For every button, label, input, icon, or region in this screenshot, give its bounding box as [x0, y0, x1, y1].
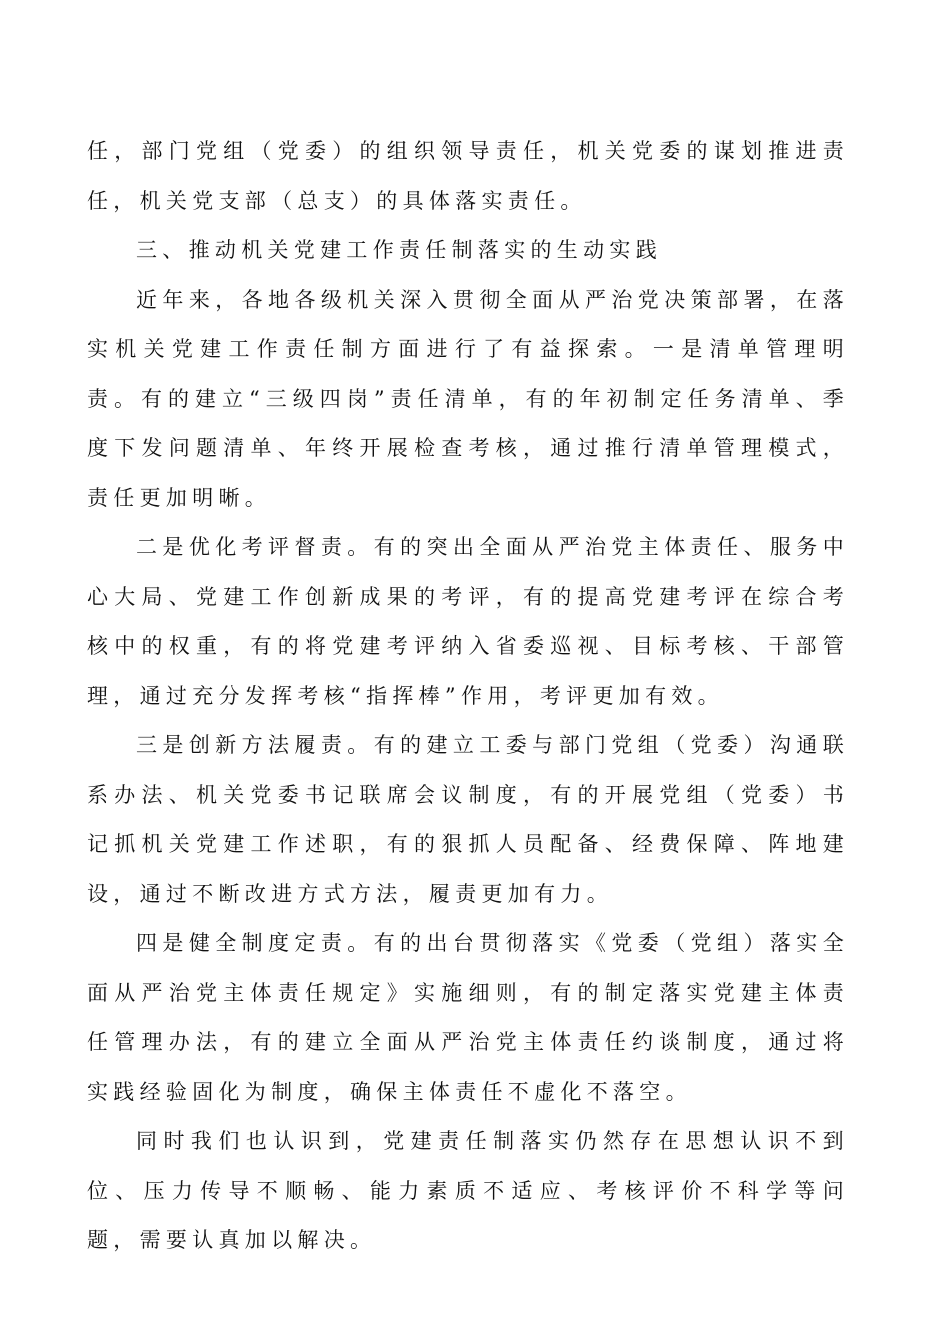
paragraph-problems: 同时我们也认识到，党建责任制落实仍然存在思想认识不到位、压力传导不顺畅、能力素质不适应、考核评价不科学等问题，需要认真加以解决。 [87, 1129, 849, 1252]
paragraph-methods: 三是创新方法履责。有的建立工委与部门党组（党委）沟通联系办法、机关党委书记联席会议制度，有的开展党组（党委）书记抓机关党建工作述职，有的狠抓人员配备、经费保障、阵地建设，通过不断改进方式方法，履责更加有力。 [87, 733, 849, 906]
paragraph-systems: 四是健全制度定责。有的出台贯彻落实《党委（党组）落实全面从严治党主体责任规定》实施细则，有的制定落实党建主体责任管理办法，有的建立全面从严治党主体责任约谈制度，通过将实践经验固化为制度，确保主体责任不虚化不落空。 [87, 931, 849, 1104]
section-heading: 三、推动机关党建工作责任制落实的生动实践 [136, 238, 662, 262]
paragraph-evaluation: 二是优化考评督责。有的突出全面从严治党主体责任、服务中心大局、党建工作创新成果的考评，有的提高党建考评在综合考核中的权重，有的将党建考评纳入省委巡视、目标考核、干部管理，通过充分发挥考核“指挥棒”作用，考评更加有效。 [87, 535, 849, 708]
document-body [87, 127, 849, 1266]
paragraph-practice-intro: 近年来，各地各级机关深入贯彻全面从严治党决策部署，在落实机关党建工作责任制方面进行了有益探索。一是清单管理明责。有的建立“三级四岗”责任清单，有的年初制定任务清单、季度下发问题清单、年终开展检查考核，通过推行清单管理模式，责任更加明晰。 [87, 287, 849, 510]
paragraph-continuation: 任，部门党组（党委）的组织领导责任，机关党委的谋划推进责任，机关党支部（总支）的具体落实责任。 [87, 139, 849, 213]
